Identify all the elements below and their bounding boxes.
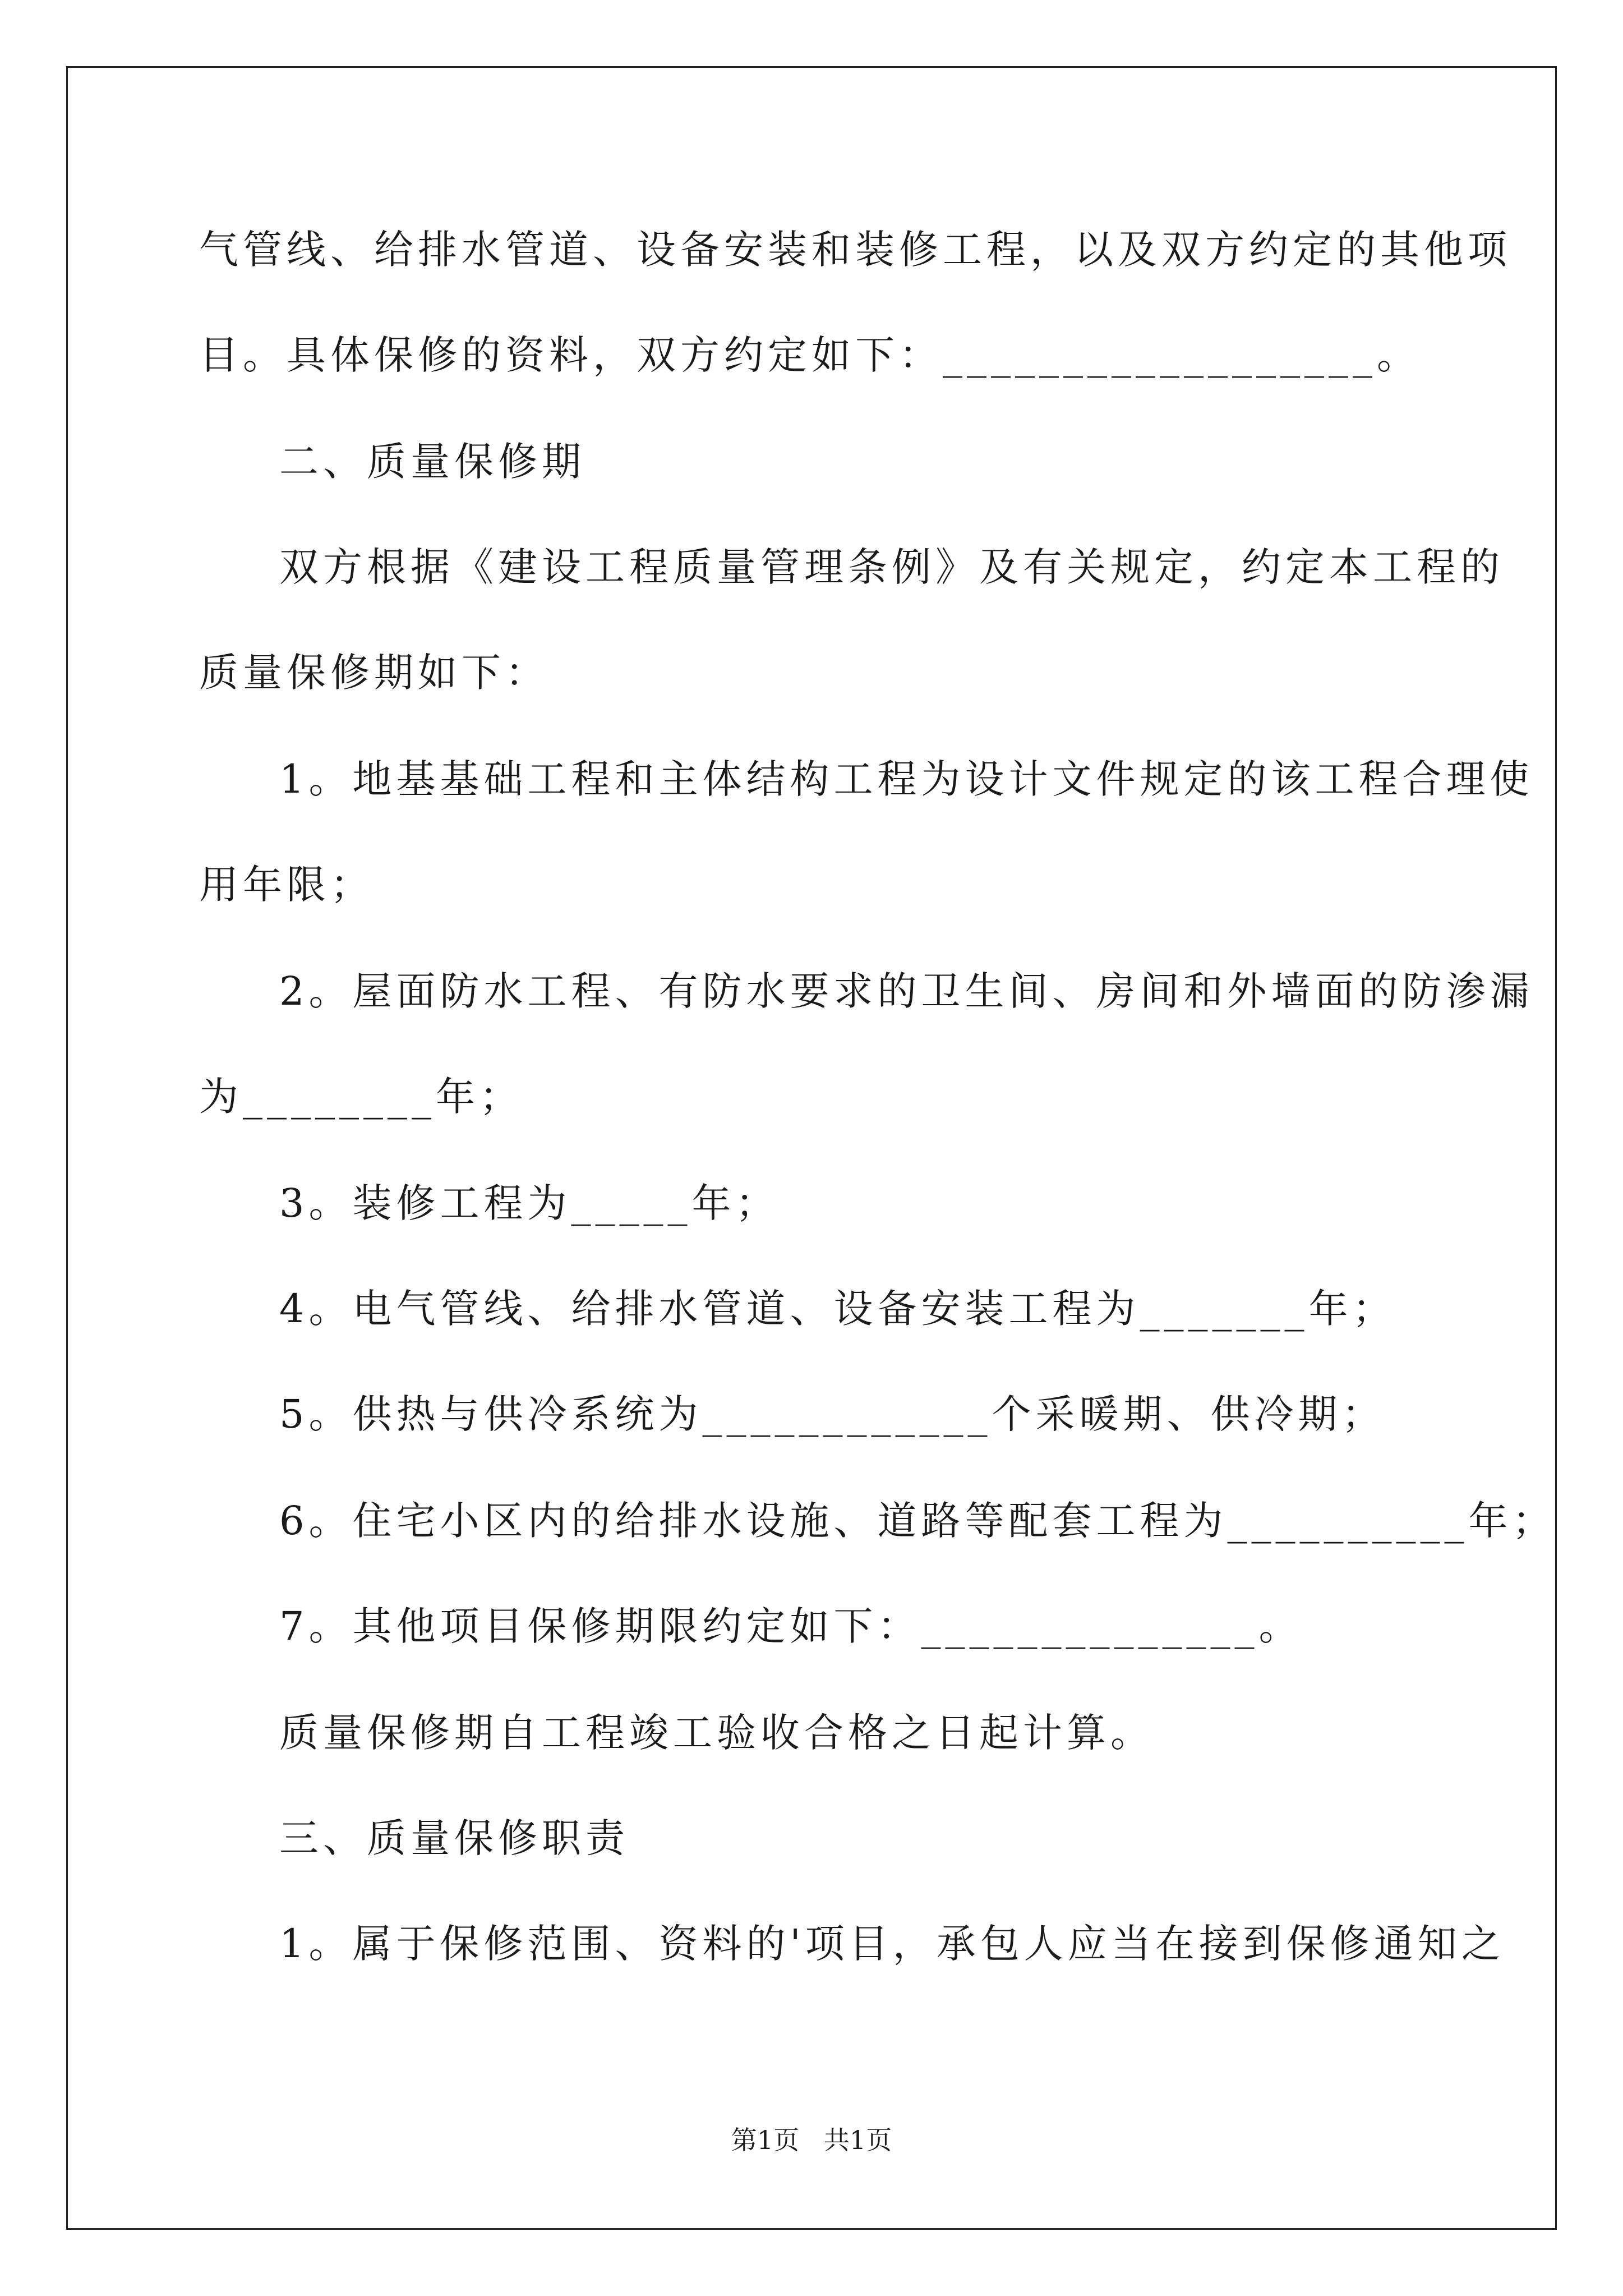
text-line-7: 用年限； xyxy=(199,862,374,908)
list-item-5: 5。供热与供冷系统为____________个采暖期、供冷期； xyxy=(279,1391,1386,1437)
list-item-1: 1。地基基础工程和主体结构工程为设计文件规定的该工程合理使 xyxy=(279,756,1534,802)
section-heading-3: 三、质量保修职责 xyxy=(279,1815,629,1861)
text-line-2: 目。具体保修的资料，双方约定如下：__________________。 xyxy=(199,332,1421,378)
text-line-4: 双方根据《建设工程质量管理条例》及有关规定，约定本工程的 xyxy=(279,544,1504,590)
text-line-9: 为________年； xyxy=(199,1074,523,1120)
text-line-1: 气管线、给排水管道、设备安装和装修工程，以及双方约定的其他项 xyxy=(199,227,1511,273)
list-item-3: 3。装修工程为_____年； xyxy=(279,1180,780,1226)
page-border xyxy=(66,66,1557,2230)
text-line-5: 质量保修期如下： xyxy=(199,650,549,696)
text-line-15: 质量保修期自工程竣工验收合格之日起计算。 xyxy=(279,1710,1154,1756)
list-item-2: 2。屋面防水工程、有防水要求的卫生间、房间和外墙面的防渗漏 xyxy=(279,968,1534,1014)
list-item-4: 4。电气管线、给排水管道、设备安装工程为_______年； xyxy=(279,1286,1396,1332)
list-item-7: 7。其他项目保修期限约定如下：______________。 xyxy=(279,1603,1303,1649)
section-heading-2: 二、质量保修期 xyxy=(279,439,585,485)
list-item-6: 6。住宅小区内的给排水设施、道路等配套工程为__________年； xyxy=(279,1498,1556,1544)
list-item-duty-1: 1。属于保修范围、资料的'项目，承包人应当在接到保修通知之 xyxy=(279,1921,1505,1967)
page-footer: 第1页 共1页 xyxy=(731,2125,892,2155)
